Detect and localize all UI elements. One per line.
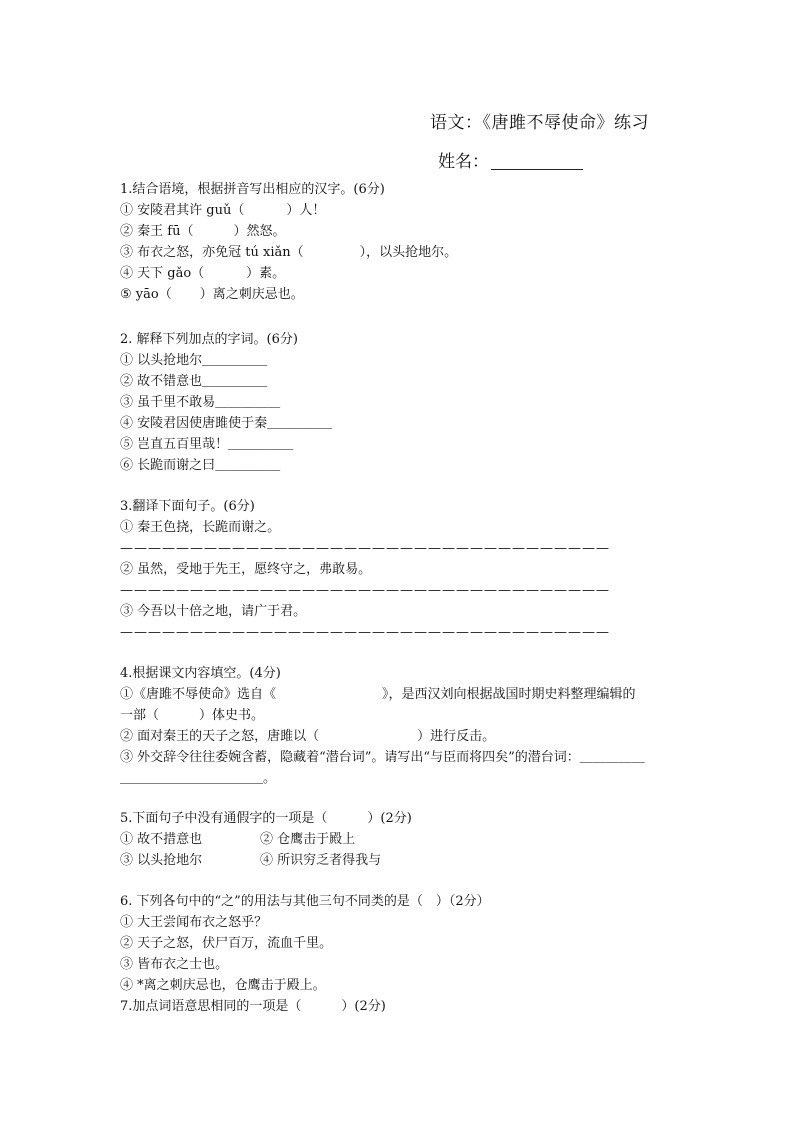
q4-line: ③ 外交辞令往往委婉含蓄，隐藏着“潜台词”。请写出“与臣而将四矣”的潜台词：＿＿＿＿＿ xyxy=(120,750,645,765)
q5-option: ① 故不措意也 xyxy=(120,832,203,847)
answer-rule[interactable]: ——————————————————————————————————— xyxy=(120,583,610,598)
q5-option: ② 仓鹰击于殿上 xyxy=(260,832,356,847)
q5-heading: 5.下面句子中没有通假字的一项是（ ）(2分) xyxy=(120,811,412,826)
q6-option: ① 大王尝闻布衣之怒乎？ xyxy=(120,915,268,930)
q1-item: ③ 布衣之怒，亦免冠 tú xiǎn（ ），以头抢地尔。 xyxy=(120,245,458,260)
q4-line: ①《唐雎不辱使命》选自《 》，是西汉刘向根据战国时期史料整理编辑的 xyxy=(120,687,636,702)
q1-item: ④ 天下 gǎo（ ）素。 xyxy=(120,266,286,281)
q2-item: ⑤ 岂直五百里哉！＿＿＿＿＿ xyxy=(120,437,294,452)
q5-option: ③ 以头抢地尔 xyxy=(120,853,203,868)
q6-option: ② 天子之怒，伏尸百万，流血千里。 xyxy=(120,936,333,951)
q1-heading: 1.结合语境，根据拼音写出相应的汉字。(6分) xyxy=(120,182,385,197)
q6-option: ④ *离之刺庆忌也，仓鹰击于殿上。 xyxy=(120,978,326,993)
q3-item: ① 秦王色挠，长跪而谢之。 xyxy=(120,520,281,535)
q3-heading: 3.翻译下面句子。(6分) xyxy=(120,499,255,514)
q2-item: ② 故不错意也＿＿＿＿＿ xyxy=(120,374,268,389)
q1-item: ① 安陵君其许 guǔ（ ）人！ xyxy=(120,203,326,218)
q5-option: ④ 所识穷乏者得我与 xyxy=(260,853,382,868)
q1-item: ⑤ yāo（ ）离之刺庆忌也。 xyxy=(120,287,304,302)
answer-rule[interactable]: ——————————————————————————————————— xyxy=(120,625,610,640)
q2-item: ③ 虽千里不敢易＿＿＿＿＿ xyxy=(120,395,281,410)
q4-line: 一部（ ）体史书。 xyxy=(120,708,265,723)
q2-item: ⑥ 长跪而谢之曰＿＿＿＿＿ xyxy=(120,458,281,473)
q7-heading: 7.加点词语意思相同的一项是（ ）(2分) xyxy=(120,999,386,1014)
answer-rule[interactable]: ——————————————————————————————————— xyxy=(120,541,610,556)
q3-item: ② 虽然，受地于先王，愿终守之，弗敢易。 xyxy=(120,562,372,577)
page-title: 语文：《唐雎不辱使命》练习 xyxy=(430,113,649,133)
q1-item: ② 秦王 fū（ ）然怒。 xyxy=(120,224,286,239)
q4-heading: 4.根据课文内容填空。(4分) xyxy=(120,666,281,681)
q2-item: ④ 安陵君因使唐雎使于秦＿＿＿＿＿ xyxy=(120,416,333,431)
q3-item: ③ 今吾以十倍之地，请广于君。 xyxy=(120,604,307,619)
name-row xyxy=(438,147,583,172)
q4-line: ② 面对秦王的天子之怒，唐雎以（ ）进行反击。 xyxy=(120,729,496,744)
name-label: 姓名： xyxy=(438,152,489,172)
q4-line: ＿＿＿＿＿＿＿＿＿＿＿。 xyxy=(120,771,277,786)
name-field[interactable] xyxy=(491,151,583,170)
q2-heading: 2. 解释下列加点的字词。(6分) xyxy=(120,332,298,347)
q2-item: ① 以头抢地尔＿＿＿＿＿ xyxy=(120,353,268,368)
q6-option: ③ 皆布衣之士也。 xyxy=(120,957,229,972)
q6-heading: 6. 下列各句中的“之”的用法与其他三句不同类的是（ ）（2分） xyxy=(120,894,490,909)
